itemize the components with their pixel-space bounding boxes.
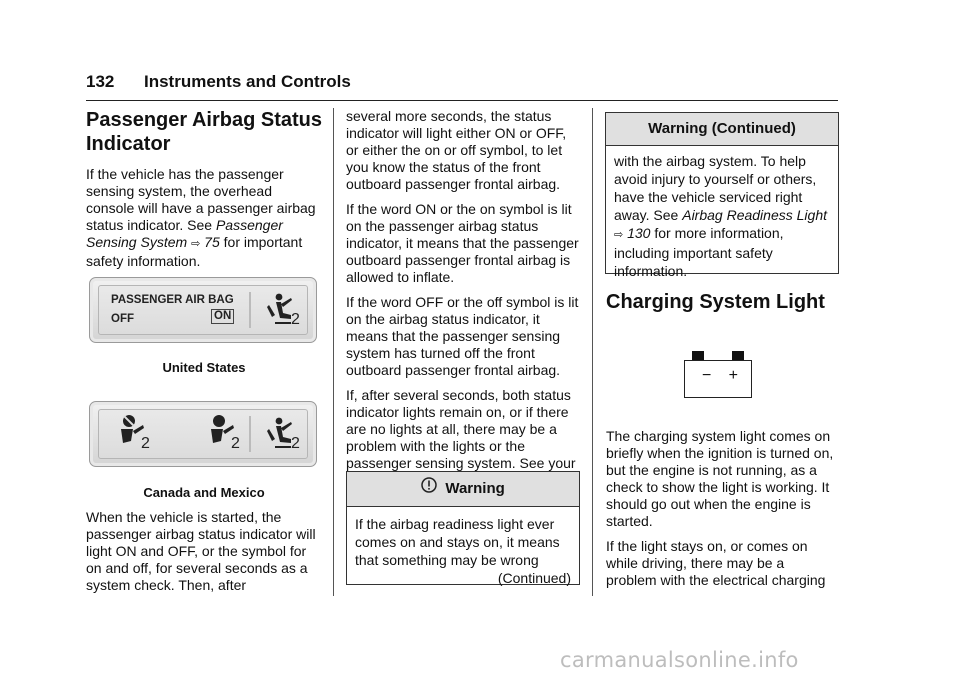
warning-box [346, 471, 580, 585]
panel-on-label: ON [211, 309, 234, 324]
panel-divider [249, 292, 251, 328]
panel-divider [249, 416, 251, 452]
page-header [86, 66, 838, 101]
column-2 [346, 108, 580, 497]
page-number: 132 [86, 72, 115, 91]
reference-page[interactable]: 130 [627, 225, 651, 241]
caption-united-states: United States [162, 360, 246, 375]
reference-arrow-icon: ⇨ [191, 238, 201, 250]
warning-icon [421, 472, 437, 506]
reference-page[interactable]: 75 [204, 234, 220, 250]
battery-minus: − [702, 367, 712, 384]
canada-mexico-indicator-panel [89, 401, 317, 467]
intro-paragraph: If the vehicle has the passenger sensing system, the overhead console will have a passenger airbag status indicator. See Passenger Sensing System ⇨ 75 for important safety information. [86, 166, 316, 269]
system-check-paragraph: When the vehicle is started, the passenger airbag status indicator will light ON and OFF, or the symbol for on and off, for several seconds as a system check. Then, after [86, 509, 316, 593]
warning-continued-header: Warning (Continued) [606, 113, 838, 146]
charging-paragraph-1: The charging system light comes on briefly when the ignition is turned on, but the engine is not running, as a check to show the light is working. It should go out when the engine is started. [606, 428, 834, 529]
on-symbol-subscript: 2 [231, 435, 240, 452]
battery-icon [684, 360, 752, 398]
warning-title: Warning [445, 480, 505, 497]
status-paragraph: several more seconds, the status indicator will light either ON or OFF, or either the on or off symbol, to let you know the status of the front outboard passenger frontal airbag. [346, 108, 567, 192]
both-lights-paragraph: If, after several seconds, both status indicator lights remain on, or if there are no lights at all, there may be a problem with the lights or the passenger sensing system. See your [346, 387, 576, 471]
column-1 [86, 108, 322, 278]
charging-system-heading: Charging System Light [606, 291, 825, 313]
us-indicator-panel [89, 277, 317, 343]
warning-continued: (Continued) [497, 570, 571, 586]
charging-paragraphs [606, 428, 838, 597]
warning-continued-box [605, 112, 839, 279]
system-check-paragraph-block [86, 509, 322, 602]
charging-section [606, 268, 838, 314]
warning-continued-body: with the airbag system. To help avoid injury to yourself or others, have the vehicle serviced right away. See Airbag Readiness Light ⇨ 130 for more information, including important safety information. [614, 153, 827, 279]
battery-plus: + [728, 367, 738, 384]
panel-passenger-airbag-label: PASSENGER AIR BAG [111, 294, 234, 306]
warning-header [347, 472, 579, 507]
off-symbol-subscript: 2 [141, 435, 150, 452]
warning-text: If the airbag readiness light ever comes on and stays on, it means that something may be wrong [355, 516, 560, 568]
off-paragraph: If the word OFF or the off symbol is lit on the airbag status indicator, it means that the passenger sensing system has turned off the front outboard passenger frontal airbag. [346, 294, 579, 378]
reference-arrow-icon: ⇨ [614, 229, 624, 241]
section-title: Instruments and Controls [144, 72, 351, 91]
passenger-sensing-link[interactable]: Passenger Sensing System [86, 217, 283, 250]
airbag-readiness-link[interactable]: Airbag Readiness Light [682, 207, 827, 223]
watermark: carmanualsonline.info [560, 648, 799, 672]
airbag-indicator-heading: Passenger Airbag Status Indicator [86, 109, 323, 155]
seated-icon-subscript: 2 [291, 435, 300, 452]
column-divider [592, 108, 593, 596]
caption-canada-mexico: Canada and Mexico [143, 485, 265, 500]
on-paragraph: If the word ON or the on symbol is lit on the passenger airbag status indicator, it means that the passenger outboard passenger frontal airbag is allowed to inflate. [346, 201, 579, 285]
column-divider [333, 108, 334, 596]
panel-icon-subscript: 2 [291, 311, 300, 328]
charging-paragraph-2: If the light stays on, or comes on while driving, there may be a problem with the electrical charging [606, 538, 826, 588]
panel-off-label: OFF [111, 313, 134, 325]
